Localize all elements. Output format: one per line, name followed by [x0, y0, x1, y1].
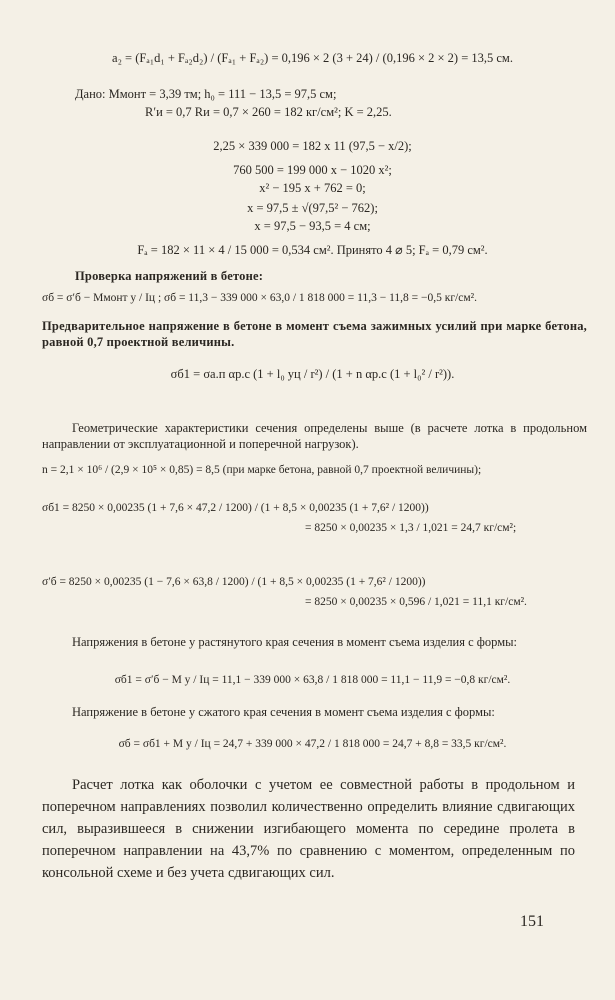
paragraph-conclusion: Расчет лотка как оболочки с учетом ее совместной работы в продольном и поперечном направлениях позволил количественно определить влияние сдвигающих сил, выразившееся в снижении изгибающего момента по середине пролета в поперечном направлении на 43,7% по сравнению с моментом, определенным по консольной схеме и без учета сдвигающих сил. [42, 777, 575, 881]
formula-fa: Fₐ = 182 × 11 × 4 / 15 000 = 0,534 см². Принято 4 ⌀ 5; Fₐ = 0,79 см². [137, 243, 488, 257]
formula-sb: σ′б = 8250 × 0,00235 (1 − 7,6 × 63,8 / 1200) / (1 + 8,5 × 0,00235 (1 + 7,6² / 1200)) [42, 576, 426, 588]
formula-sigma-b1: σб1 = σа.п αр.с (1 + l₀ yц / r²) / (1 + n αр.с (1 + l₀² / r²)). [170, 367, 455, 381]
formula-compress: σб = σб1 + M y / Iц = 24,7 + 339 000 × 47,2 / 1 818 000 = 24,7 + 8,8 = 33,5 кг/см². [118, 738, 507, 750]
formula-n: n = 2,1 × 10⁶ / (2,9 × 10⁵ × 0,85) = 8,5 (при марке бетона, равной 0,7 проектной величины); [42, 464, 482, 476]
paragraph-tension: Напряжения в бетоне у растянутого края сечения в момент съема изделия с формы: [72, 635, 517, 649]
formula-sb1: σб1 = 8250 × 0,00235 (1 + 7,6 × 47,2 / 1200) / (1 + 8,5 × 0,00235 (1 + 7,6² / 1200)) [42, 502, 429, 514]
heading-check: Проверка напряжений в бетоне: [75, 269, 264, 283]
formula-check-sigma: σб = σ′б − Mмонт y / Iц ; σб = 11,3 − 339 000 × 63,0 / 1 818 000 = 11,3 − 11,8 = −0,5 кг/см². [42, 292, 477, 304]
given-line-1: Дано: Mмонт = 3,39 тм; h₀ = 111 − 13,5 = 97,5 см; [75, 87, 337, 101]
equation-1: 2,25 × 339 000 = 182 x 11 (97,5 − x/2); [213, 139, 412, 153]
equation-2: 760 500 = 199 000 x − 1020 x²; [233, 163, 392, 177]
formula-a2: a₂ = (Fₐ₁d₁ + Fₐ₂d₂) / (Fₐ₁ + Fₐ₂) = 0,196 × 2 (3 + 24) / (0,196 × 2 × 2) = 13,5 см. [112, 51, 513, 65]
equation-3: x² − 195 x + 762 = 0; [259, 181, 366, 195]
equation-4: x = 97,5 ± √(97,5² − 762); [247, 201, 378, 215]
paragraph-geometry: Геометрические характеристики сечения определены выше (в расчете лотка в продольном направлении от эксплуатационной и поперечной нагрузок). [42, 421, 587, 451]
formula-tension: σб1 = σ′б − M y / Iц = 11,1 − 339 000 × 63,8 / 1 818 000 = 11,1 − 11,9 = −0,8 кг/см². [114, 674, 511, 686]
heading-prestress: Предварительное напряжение в бетоне в момент съема зажимных усилий при марке бетона, равной 0,7 проектной величины. [42, 319, 587, 349]
page-number: 151 [520, 913, 544, 930]
formula-sb1-result: = 8250 × 0,00235 × 1,3 / 1,021 = 24,7 кг/см²; [305, 522, 517, 534]
paragraph-compress: Напряжение в бетоне у сжатого края сечения в момент съема изделия с формы: [72, 705, 495, 719]
equation-5: x = 97,5 − 93,5 = 4 см; [254, 219, 371, 233]
given-line-2: R′и = 0,7 Rи = 0,7 × 260 = 182 кг/см²; K = 2,25. [145, 105, 392, 119]
formula-sb-result: = 8250 × 0,00235 × 0,596 / 1,021 = 11,1 кг/см². [305, 596, 527, 608]
